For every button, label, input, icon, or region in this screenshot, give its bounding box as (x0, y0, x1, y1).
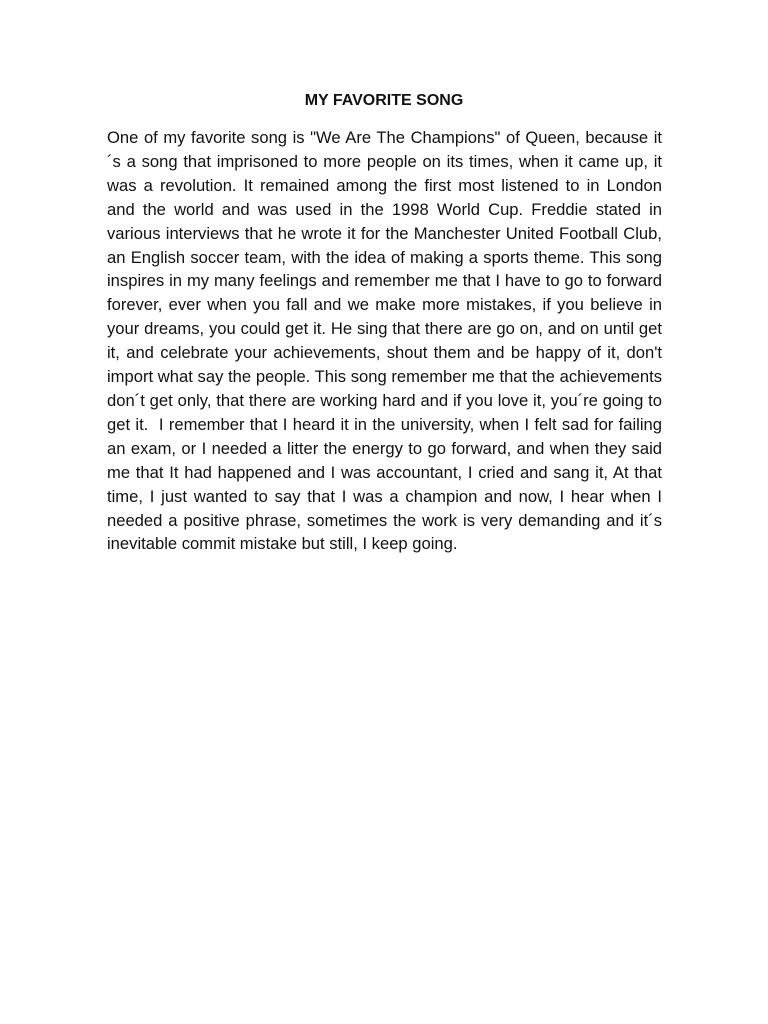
document-title: MY FAVORITE SONG (304, 92, 464, 109)
document-body-paragraph: One of my favorite song is "We Are The Champions" of Queen, because it´s a song that imprisoned to more people on its times, when it came up, it was a revolution. It remained among the first most listened to in London and the world and was used in the 1998 World Cup. Freddie stated in various interviews that he wrote it for the Manchester United Football Club, an English soccer team, with the idea of making a sports theme. This song inspires in my many feelings and remember me that I have to go to forward forever, ever when you fall and we make more mistakes, if you believe in your dreams, you could get it. He sing that there are go on, and on until get it, and celebrate your achievements, shout them and be happy of it, don't import what say the people. This song remember me that the achievements don´t get only, that there are working hard and if you love it, you´re going to get it. I remember that I heard it in the university, when I felt sad for failing an exam, or I needed a litter the energy to go forward, and when they said me that It had happened and I was accountant, I cried and sang it, At that time, I just wanted to say that I was a champion and now, I hear when I needed a positive phrase, sometimes the work is very demanding and it´s inevitable commit mistake but still, I keep going. (107, 128, 667, 554)
